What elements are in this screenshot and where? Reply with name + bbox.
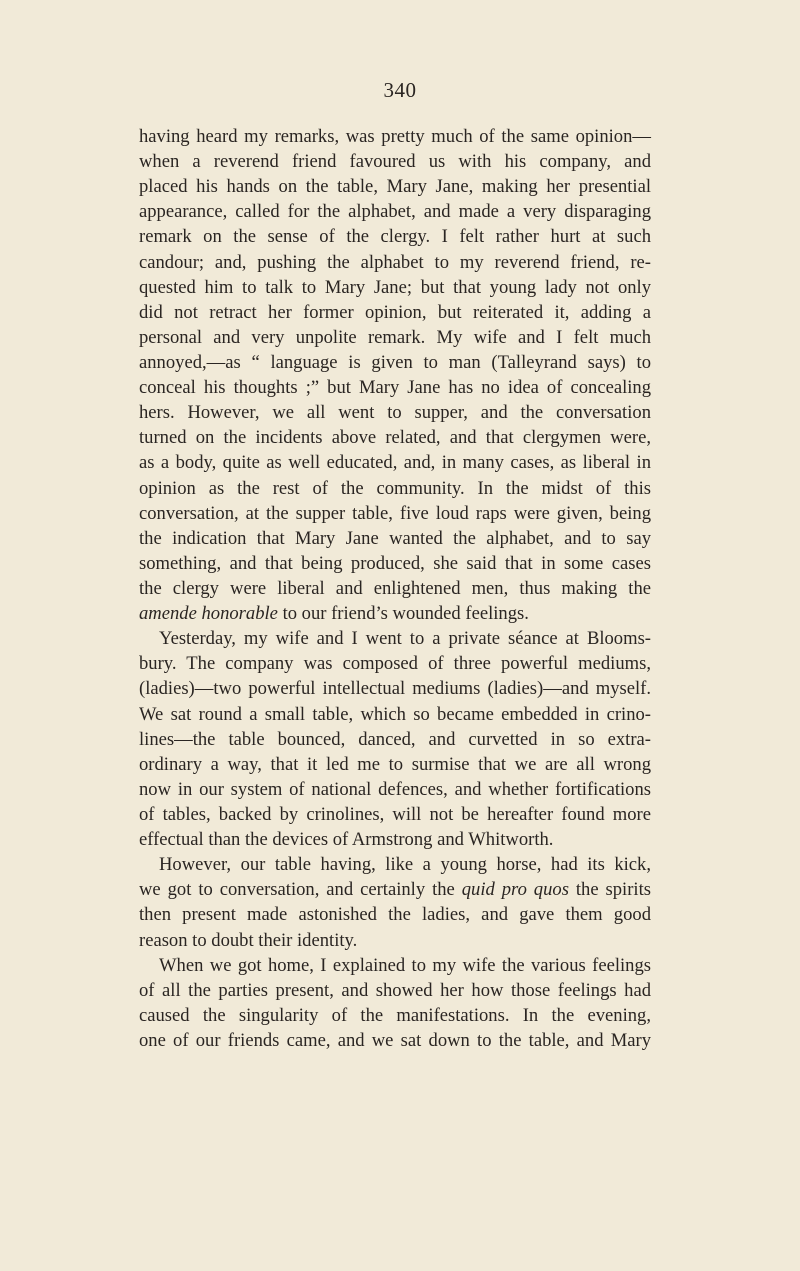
- text-line: something, and that being produced, she said that in some cases: [139, 552, 651, 574]
- text-line: the indication that Mary Jane wanted the alphabet, and to say: [139, 527, 651, 549]
- text-line: Yesterday, my wife and I went to a private séance at Blooms-: [159, 628, 651, 650]
- page-number: 340: [383, 78, 417, 102]
- text-line: appearance, called for the alphabet, and made a very disparaging: [139, 201, 651, 223]
- text-line: now in our system of national defences, and whether fortifications: [139, 778, 651, 800]
- text-line: remark on the sense of the clergy. I felt rather hurt at such: [139, 226, 651, 248]
- text-line: of tables, backed by crinolines, will not be hereafter found more: [139, 803, 651, 825]
- text-line: When we got home, I explained to my wife the various feelings: [159, 954, 651, 976]
- text-line: the clergy were liberal and enlightened men, thus making the: [139, 577, 651, 599]
- text-line: having heard my remarks, was pretty much of the same opinion—: [139, 126, 651, 147]
- text-line: caused the singularity of the manifestations. In the evening,: [139, 1004, 651, 1026]
- text-line: bury. The company was composed of three powerful mediums,: [139, 653, 651, 675]
- italic-phrase: quid pro quos: [461, 879, 569, 901]
- text-line: We sat round a small table, which so became embedded in crino-: [139, 703, 651, 725]
- text-line: reason to doubt their identity.: [139, 929, 358, 951]
- text-line: placed his hands on the table, Mary Jane, making her presential: [139, 176, 651, 198]
- text-line: as a body, quite as well educated, and, in many cases, as liberal in: [139, 452, 651, 474]
- text-line: candour; and, pushing the alphabet to my reverend friend, re-: [139, 251, 651, 273]
- text-line: opinion as the rest of the community. In the midst of this: [139, 477, 651, 499]
- text-segment: to our friend’s wounded feelings.: [277, 603, 529, 625]
- text-line: (ladies)—two powerful intellectual mediums (ladies)—and myself.: [139, 678, 651, 700]
- text-line: personal and very unpolite remark. My wife and I felt much: [139, 326, 651, 348]
- text-line: then present made astonished the ladies, and gave them good: [139, 904, 651, 926]
- text-line: lines—the table bounced, danced, and curvetted in so extra-: [139, 728, 651, 750]
- text-line: quested him to talk to Mary Jane; but that young lady not only: [139, 276, 651, 298]
- text-line: However, our table having, like a young horse, had its kick,: [159, 854, 651, 876]
- text-line: turned on the incidents above related, and that clergymen were,: [139, 427, 651, 449]
- text-segment: the spirits: [568, 879, 651, 901]
- text-line: annoyed,—as “ language is given to man (Talleyrand says) to: [139, 351, 651, 373]
- text-line: one of our friends came, and we sat down to the table, and Mary: [139, 1029, 651, 1051]
- text-line: ordinary a way, that it led me to surmise that we are all wrong: [139, 753, 651, 775]
- text-line: did not retract her former opinion, but reiterated it, adding a: [139, 301, 651, 323]
- text-line: conceal his thoughts ;” but Mary Jane has no idea of concealing: [139, 377, 651, 399]
- text-line: [139, 877, 651, 902]
- text-line: of all the parties present, and showed her how those feelings had: [139, 979, 651, 1001]
- body-text: [139, 124, 651, 1053]
- text-segment: we got to conversation, and certainly the: [139, 879, 462, 901]
- italic-phrase: amende honorable: [139, 603, 278, 625]
- text-line: hers. However, we all went to supper, and the conversation: [139, 402, 651, 424]
- text-line: when a reverend friend favoured us with his company, and: [139, 151, 651, 173]
- text-line: conversation, at the supper table, five loud raps were given, being: [139, 502, 651, 524]
- text-line: effectual than the devices of Armstrong and Whitworth.: [139, 829, 554, 851]
- text-line: [139, 601, 651, 626]
